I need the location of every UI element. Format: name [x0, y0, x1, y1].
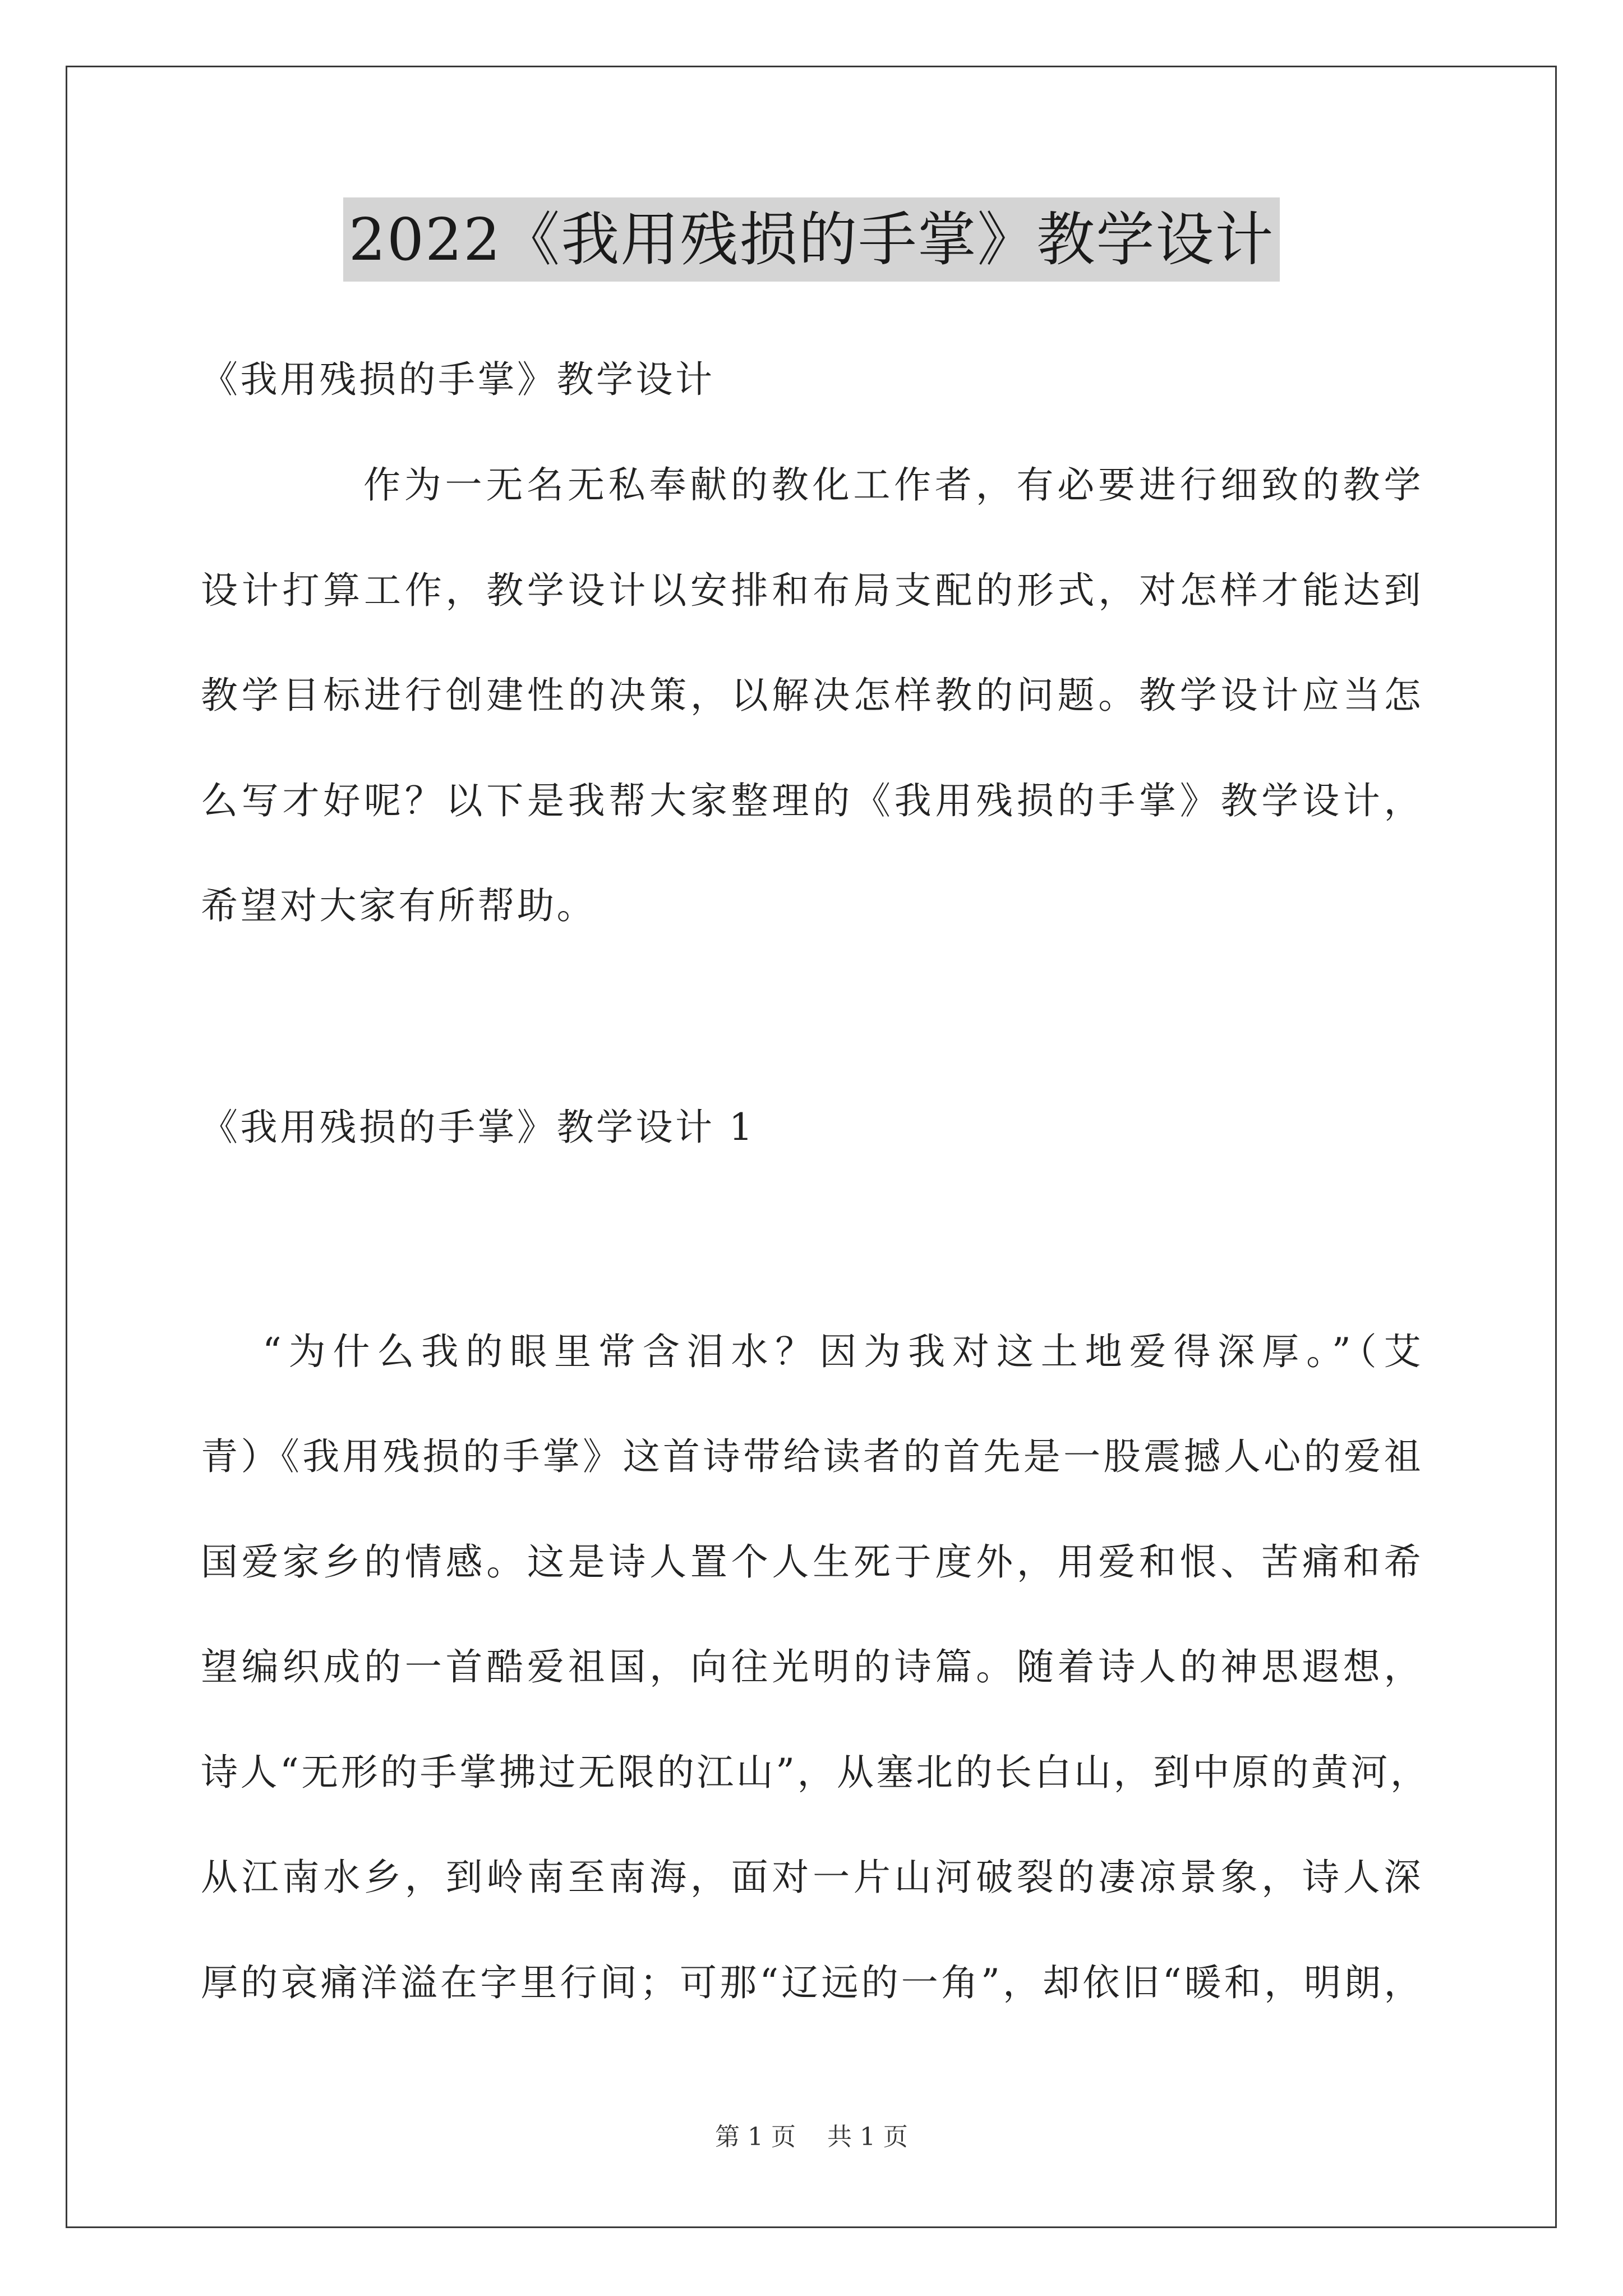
intro-line: 教学目标进行创建性的决策，以解决怎样教的问题。教学设计应当怎: [201, 674, 1423, 717]
intro-line: 希望对大家有所帮助。: [201, 884, 596, 927]
section-heading: 《我用残损的手掌》教学设计 1: [201, 1106, 755, 1149]
body-line: 从江南水乡，到岭南至南海，面对一片山河破裂的凄凉景象，诗人深: [201, 1856, 1423, 1899]
document-title: 2022《我用残损的手掌》教学设计: [343, 197, 1280, 282]
page-number: 第 1 页 共 1 页: [715, 2123, 908, 2151]
body-line: 青）《我用残损的手掌》这首诗带给读者的首先是一股震撼人心的爱祖: [201, 1435, 1423, 1478]
body-line: 国爱家乡的情感。这是诗人置个人生死于度外，用爱和恨、苦痛和希: [201, 1540, 1423, 1584]
intro-line: 设计打算工作，教学设计以安排和布局支配的形式，对怎样才能达到: [201, 569, 1423, 612]
subtitle: 《我用残损的手掌》教学设计: [201, 358, 715, 401]
body-line: 厚的哀痛洋溢在字里行间；可那“辽远的一角”，却依旧“暖和，明朗，: [201, 1961, 1423, 2004]
intro-line: 么写才好呢？以下是我帮大家整理的《我用残损的手掌》教学设计，: [201, 779, 1423, 822]
title-container: [0, 197, 1623, 282]
body-line: 诗人“无形的手掌拂过无限的江山”，从塞北的长白山，到中原的黄河，: [201, 1751, 1430, 1794]
intro-line: 作为一无名无私奉献的教化工作者，有必要进行细致的教学: [363, 463, 1423, 507]
body-line: “为什么我的眼里常含泪水？因为我对这土地爱得深厚。”（艾: [262, 1330, 1423, 1373]
body-line: 望编织成的一首酷爱祖国，向往光明的诗篇。随着诗人的神思遐想，: [201, 1645, 1423, 1688]
